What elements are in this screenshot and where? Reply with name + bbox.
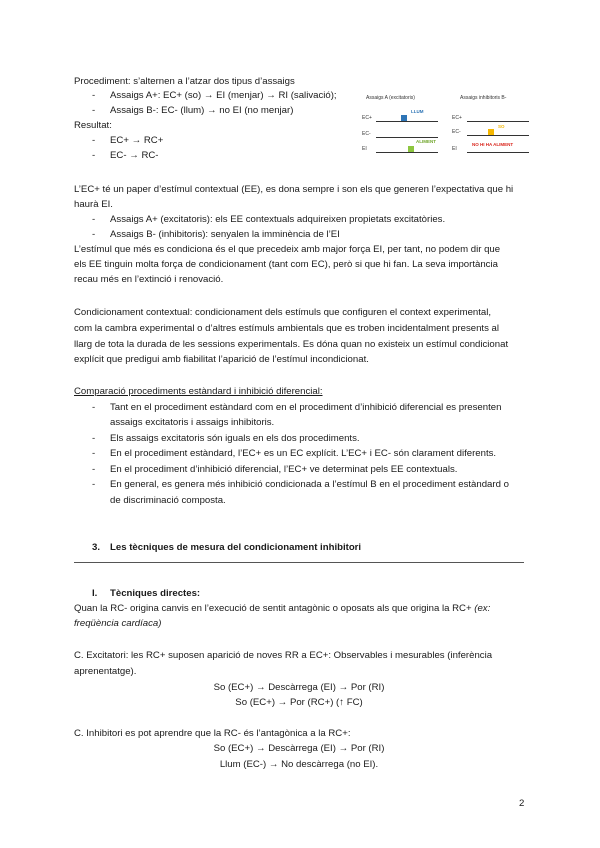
llum-label: LLUM: [411, 109, 424, 114]
so-marker: [488, 129, 494, 135]
bullet-dash: -: [92, 229, 96, 240]
bullet-dash: -: [92, 105, 96, 116]
result-1: EC+ → RC+: [110, 135, 164, 146]
bullet-dash: -: [92, 150, 96, 161]
paragraph-line: explícit que predigui amb fiabilitat l’aparició de l’estímul incondicionat.: [74, 354, 369, 365]
timeline-line: [467, 121, 529, 122]
bullet-dash: -: [92, 433, 96, 444]
result-2: EC- → RC-: [110, 150, 159, 161]
timeline-line: [376, 121, 438, 122]
diagram-right-row-ei: EI: [452, 146, 457, 152]
procedure-text: Procediment: s’alternen a l’atzar dos tipus d’assaigs: [74, 76, 295, 87]
bullet-text: En general, es genera més inhibició condicionada a l’estímul B en el procediment estàndard o: [110, 479, 509, 490]
formula-line: So (EC+) → Descàrrega (EI) → Por (RI): [213, 743, 385, 754]
bullet-text: En el procediment d’inhibició diferencial, l’EC+ ve determinat pels EE contextuals.: [110, 464, 458, 475]
bullet-dash: -: [92, 214, 96, 225]
timeline-line: [376, 137, 438, 138]
diagram-left-row-ec-plus: EC+: [362, 115, 372, 121]
subsection-number: I.: [92, 588, 98, 599]
paragraph-line: C. Inhibitori es pot aprendre que la RC- és l’antagònica a la RC+:: [74, 728, 351, 739]
bullet-text: assaigs excitatoris i assaigs inhibitoris.: [110, 417, 275, 428]
paragraph-line: haurà EI.: [74, 199, 113, 210]
bullet-dash: -: [92, 448, 96, 459]
section-number: 3.: [92, 542, 101, 553]
section-rule: [74, 562, 524, 563]
bullet-text: En el procediment estàndard, l’EC+ es un EC explícit. L’EC+ i EC- són clarament diferents.: [110, 448, 497, 459]
paragraph-line: L’estímul que més es condiciona és el que precedeix amb major força EI, per tant, no podem dir que: [74, 244, 501, 255]
paragraph-line: com la cambra experimental o d’altres estímuls ambientals que es troben incidentalment presents al: [74, 323, 500, 334]
llum-marker: [401, 115, 407, 121]
so-label: SO: [498, 124, 505, 129]
paragraph-line: recau més en l’extinció i renovació.: [74, 274, 224, 285]
diagram-left-title: Assaigs A (excitatoris): [366, 95, 415, 101]
formula-line: So (EC+) → Por (RC+) (↑ FC): [235, 697, 363, 708]
bullet-text: Els assaigs excitatoris són iguals en els dos procediments.: [110, 433, 360, 444]
paragraph-line: L’EC+ té un paper d’estímul contextual (EE), es dona sempre i son els que generen l’expectativa que hi: [74, 184, 514, 195]
aliment-marker: [408, 146, 414, 152]
timeline-line: [376, 152, 438, 153]
diagram-right-row-ec-plus: EC+: [452, 115, 462, 121]
bullet-dash: -: [92, 90, 96, 101]
bullet-text: Assaigs A+ (excitatoris): els EE contextuals adquireixen propietats excitatòries.: [110, 214, 446, 225]
bullet-text: Assaigs B- (inhibitoris): senyalen la imminència de l’EI: [110, 229, 340, 240]
result-label: Resultat:: [74, 120, 112, 131]
paragraph-text: Quan la RC- origina canvis en l’execució de sentit antagònic o oposats als que origina la RC+: [74, 603, 472, 614]
paragraph-line: aprenentatge).: [74, 666, 137, 677]
diagram-left-row-ei: EI: [362, 146, 367, 152]
paragraph-line: llarg de tota la durada de les sessions experimentals. Es dóna quan no existeix un estímul condicionat: [74, 339, 509, 350]
timeline-line: [467, 135, 529, 136]
diagram-left-row-ec-minus: EC-: [362, 131, 371, 137]
bullet-text: de discriminació composta.: [110, 495, 226, 506]
diagram-right-title: Assaigs inhibitoris B-: [460, 95, 507, 101]
assaigs-b-text: Assaigs B-: EC- (llum) → no EI (no menjar): [110, 105, 294, 116]
paragraph-line: [74, 602, 490, 615]
example-text: freqüència cardíaca): [74, 618, 162, 629]
formula-line: Llum (EC-) → No descàrrega (no EI).: [219, 759, 379, 770]
section-title: Les tècniques de mesura del condicionament inhibitori: [110, 542, 362, 553]
example-text: (ex:: [474, 603, 491, 614]
aliment-label: ALIMENT: [416, 139, 436, 144]
subsection-title: Tècniques directes:: [110, 588, 201, 599]
bullet-dash: -: [92, 464, 96, 475]
bullet-dash: -: [92, 402, 96, 413]
assaigs-a-text: Assaigs A+: EC+ (so) → EI (menjar) → RI (salivació);: [110, 90, 337, 101]
paragraph-line: C. Excitatori: les RC+ suposen aparició de noves RR a EC+: Observables i mesurables (inferència: [74, 650, 493, 661]
bullet-text: Tant en el procediment estàndard com en el procediment d’inhibició diferencial es presenten: [110, 402, 502, 413]
paragraph-line: els EE tinguin molta força de condicionament (tant com EC), però si que hi fan. La seva importància: [74, 259, 498, 270]
diagram-right-row-ec-minus: EC-: [452, 129, 461, 135]
formula-line: So (EC+) → Descàrrega (EI) → Por (RI): [213, 682, 385, 693]
paragraph-line: Condicionament contextual: condicionament dels estímuls que configuren el context experimental,: [74, 307, 492, 318]
page-number: 2: [519, 798, 525, 809]
timeline-line: [467, 152, 529, 153]
bullet-dash: -: [92, 479, 96, 490]
comparison-heading: Comparació procediments estàndard i inhibició diferencial:: [74, 386, 323, 397]
bullet-dash: -: [92, 135, 96, 146]
no-aliment-label: NO HI HA ALIMENT: [472, 142, 514, 147]
